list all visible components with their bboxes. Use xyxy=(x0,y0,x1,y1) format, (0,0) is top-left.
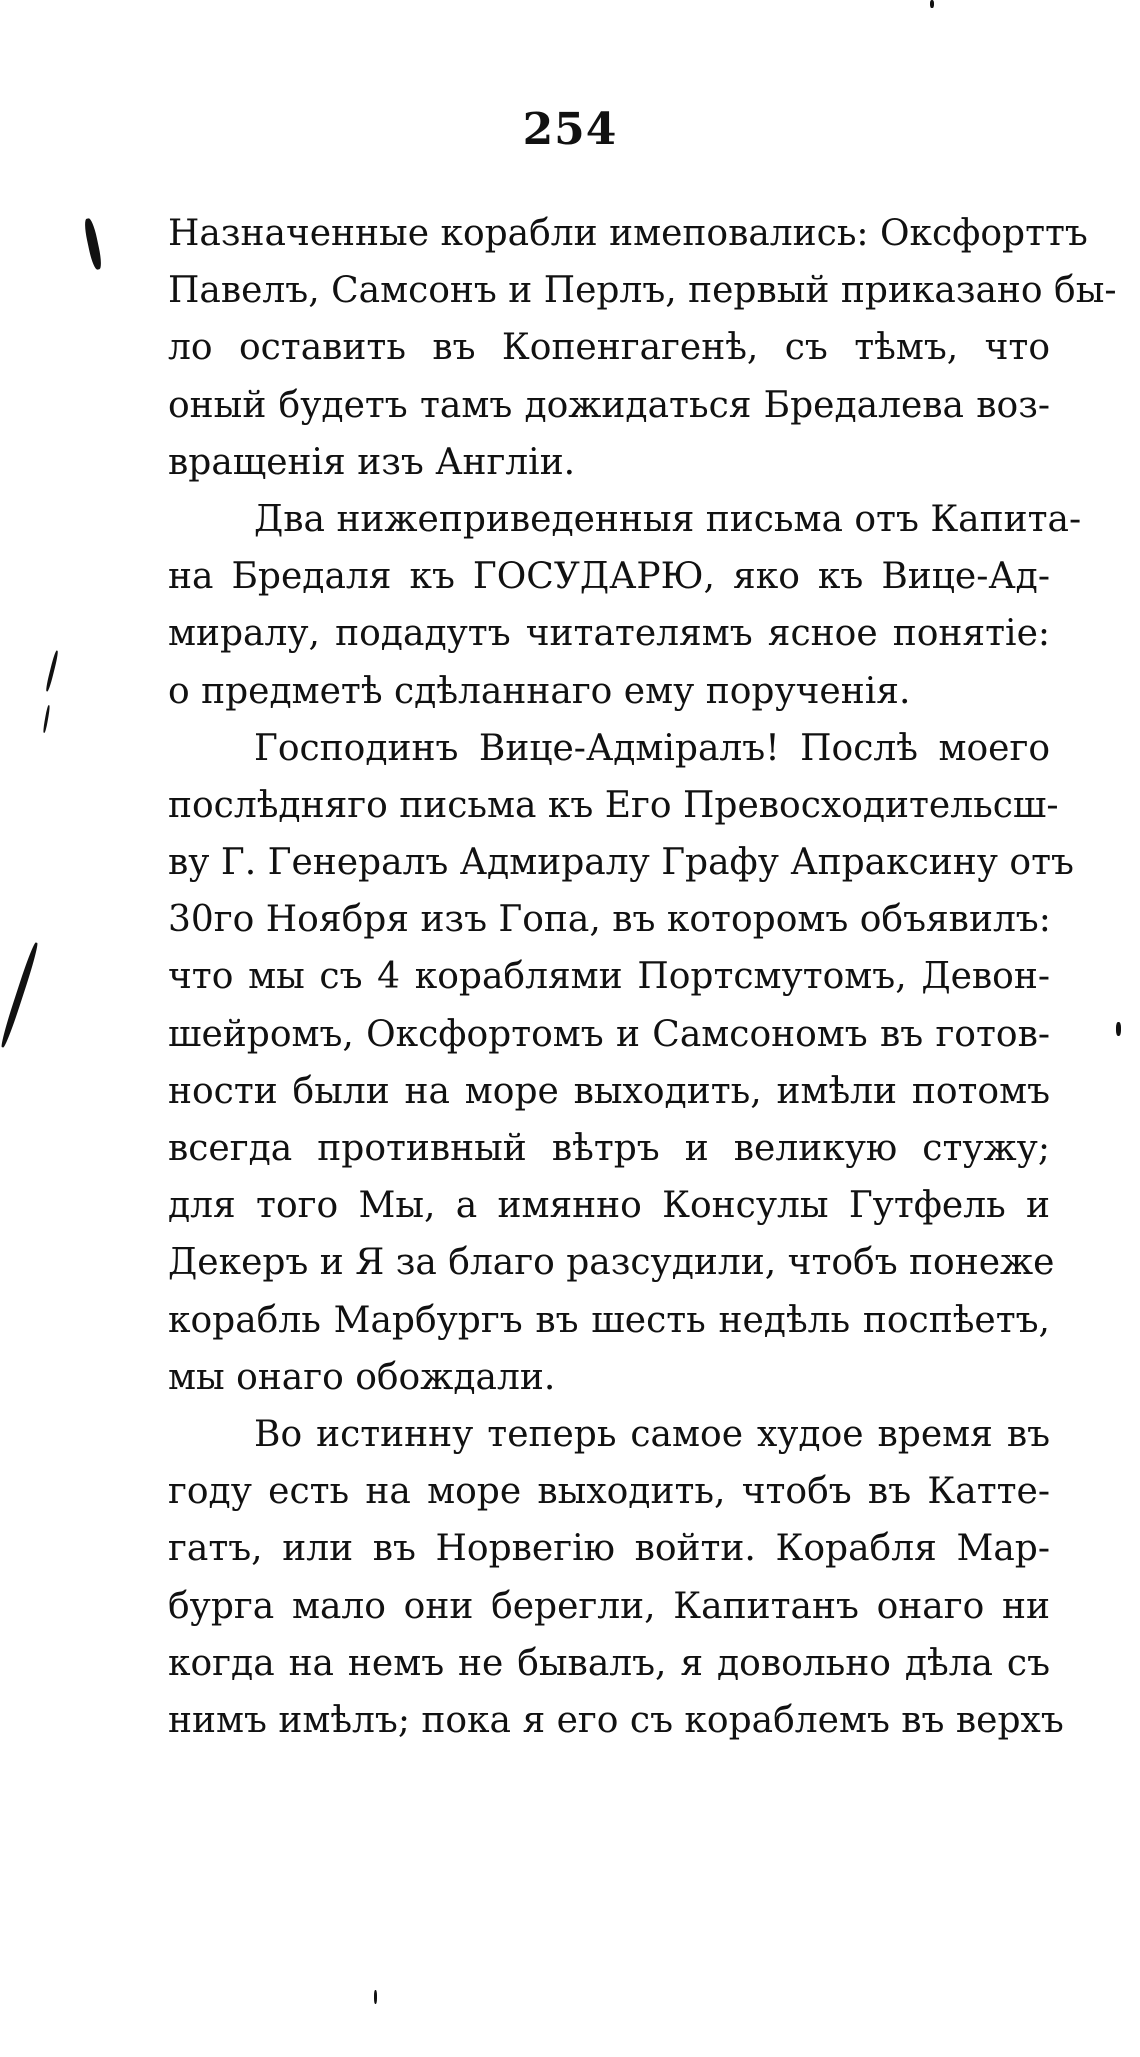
page-text xyxy=(168,205,1117,1749)
text-line: для того Мы, а имянно Консулы Гутфель и xyxy=(168,1185,1050,1227)
text-line: гатъ, или въ Норвегію войти. Корабля Мар- xyxy=(168,1528,1050,1570)
text-line: оный будетъ тамъ дожидаться Бредалева воз- xyxy=(168,384,1050,426)
text-line: Во истинну теперь самое худое время въ xyxy=(254,1413,1050,1455)
text-line: что мы съ 4 кораблями Портсмутомъ, Девон- xyxy=(168,956,1050,998)
text-line: о предметѣ сдѣланнаго ему порученія. xyxy=(168,670,911,712)
text-line: Господинъ Вице-Адміралъ! Послѣ моего xyxy=(254,727,1050,769)
margin-mark xyxy=(930,0,934,8)
text-line: нимъ имѣлъ; пока я его съ кораблемъ въ верхъ xyxy=(168,1699,1064,1741)
margin-mark xyxy=(1116,1022,1121,1036)
text-line: ности были на море выходить, имѣли потомъ xyxy=(168,1070,1050,1112)
text-line: бурга мало они берегли, Капитанъ онаго ни xyxy=(168,1585,1050,1627)
text-line: ву Г. Генералъ Адмиралу Графу Апраксину отъ xyxy=(168,842,1074,884)
text-line: мы онаго обождали. xyxy=(168,1356,556,1398)
text-line: году есть на море выходить, чтобъ въ Катте- xyxy=(168,1471,1050,1513)
margin-mark xyxy=(43,705,51,733)
text-line: всегда противный вѣтръ и великую стужу; xyxy=(168,1128,1050,1169)
text-line: ло оставить въ Копенгагенѣ, съ тѣмъ, что xyxy=(168,327,1050,369)
margin-mark xyxy=(0,942,40,1049)
text-line: корабль Марбургъ въ шесть недѣль поспѣетъ, xyxy=(168,1299,1050,1341)
text-line: миралу, подадутъ читателямъ ясное понятіе: xyxy=(168,613,1050,655)
margin-mark xyxy=(374,1990,377,2004)
text-line: Назначенные корабли имеповались: Оксфорттъ xyxy=(168,213,1088,254)
margin-mark xyxy=(83,218,104,271)
text-line: 30го Ноября изъ Гопа, въ которомъ объявилъ: xyxy=(168,899,1051,941)
margin-mark xyxy=(45,650,59,692)
text-line: Павелъ, Самсонъ и Перлъ, первый приказано бы- xyxy=(168,270,1117,312)
text-line: на Бредаля къ ГОСУДАРЮ, яко къ Вице-Ад- xyxy=(168,556,1050,598)
text-line: послѣдняго письма къ Его Превосходительсш- xyxy=(168,784,1059,826)
page-number: 254 xyxy=(522,104,618,155)
text-line: Декеръ и Я за благо разсудили, чтобъ понеже xyxy=(168,1242,1055,1284)
text-line: вращенія изъ Англіи. xyxy=(168,441,576,483)
text-line: Два нижеприведенныя письма отъ Капита- xyxy=(254,498,1082,540)
text-line: шейромъ, Оксфортомъ и Самсономъ въ готов- xyxy=(168,1013,1050,1055)
text-line: когда на немъ не бывалъ, я довольно дѣла съ xyxy=(168,1642,1050,1684)
